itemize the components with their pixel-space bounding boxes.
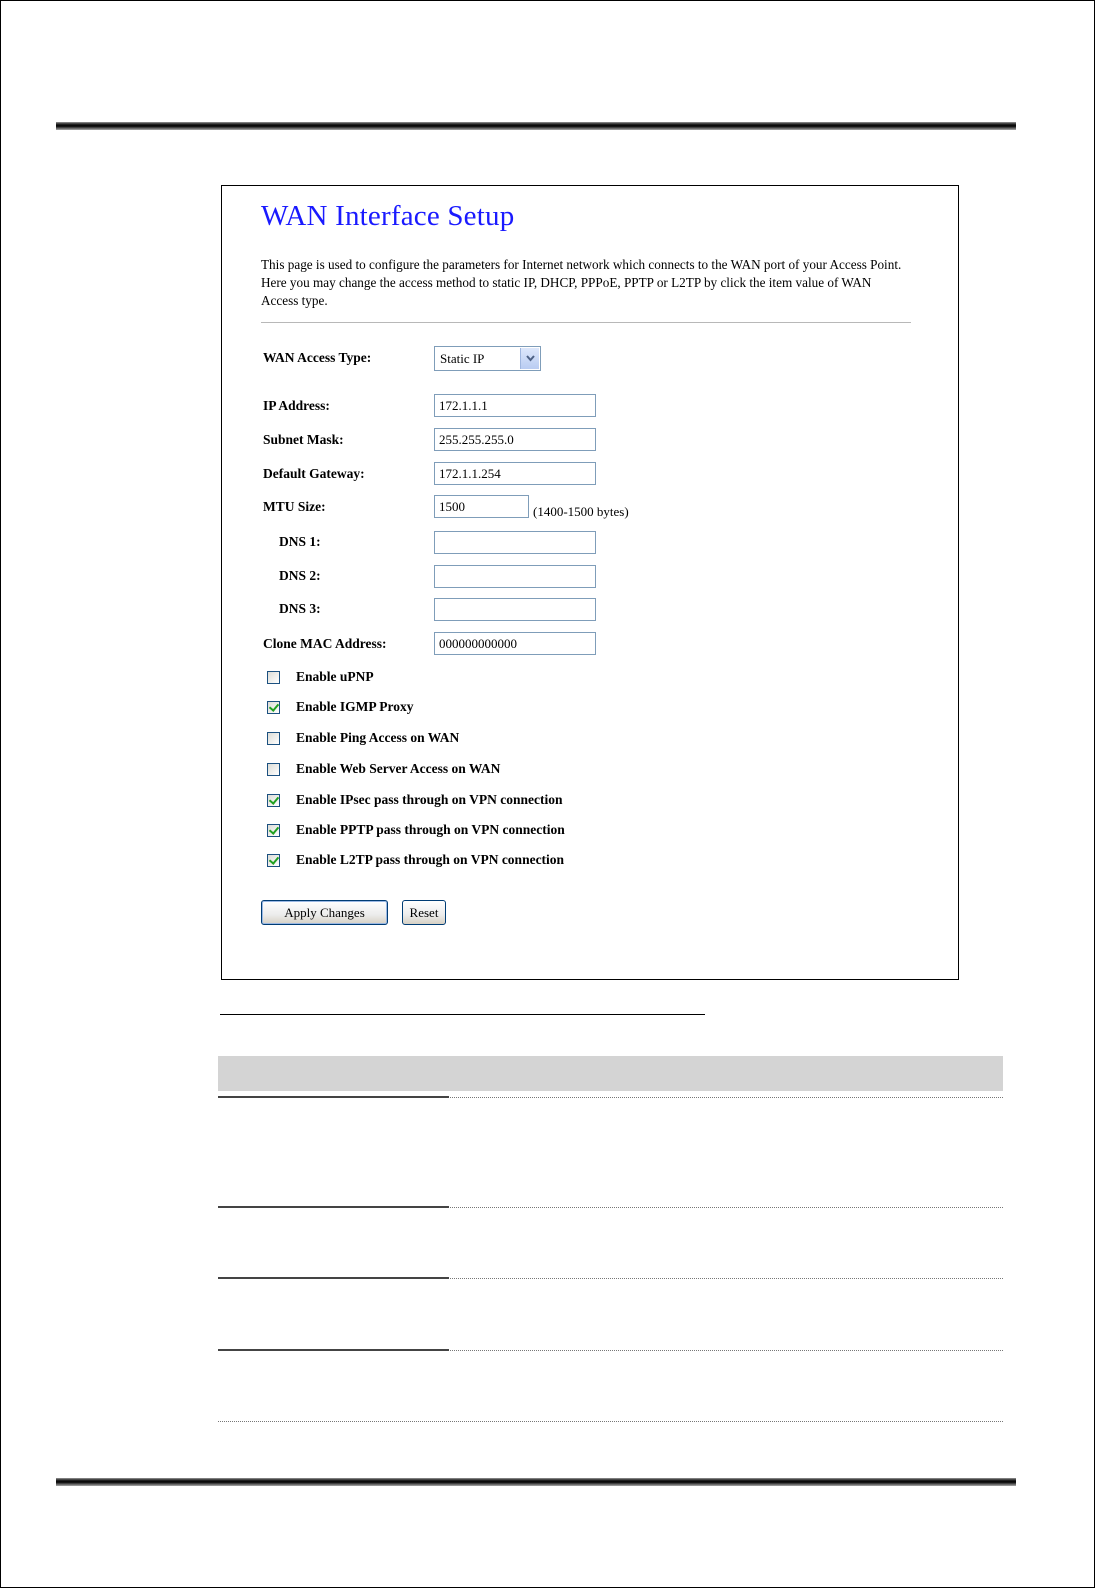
subnet-mask-input[interactable]: 255.255.255.0 [434, 428, 596, 451]
checkbox-row-web-server[interactable] [267, 760, 500, 778]
ipsec-passthrough-label: Enable IPsec pass through on VPN connection [296, 792, 563, 807]
table-header [218, 1056, 1003, 1091]
wan-access-type-label: WAN Access Type: [263, 350, 372, 365]
header-rule [56, 122, 1016, 130]
default-gateway-label: Default Gateway: [263, 466, 365, 481]
page-title: WAN Interface Setup [261, 200, 515, 232]
igmp-proxy-checkbox[interactable] [267, 701, 280, 714]
checkbox-row-pptp[interactable] [267, 821, 565, 839]
wan-access-type-select[interactable] [434, 346, 541, 371]
ping-access-label: Enable Ping Access on WAN [296, 730, 460, 745]
table-row-divider [218, 1350, 1003, 1351]
mtu-size-input[interactable]: 1500 [434, 495, 529, 518]
l2tp-passthrough-label: Enable L2TP pass through on VPN connection [296, 852, 565, 867]
upnp-label: Enable uPNP [296, 669, 374, 684]
dns2-label: DNS 2: [279, 568, 321, 583]
mtu-range-hint: (1400-1500 bytes) [533, 504, 629, 519]
web-server-access-label: Enable Web Server Access on WAN [296, 761, 501, 776]
checkbox-row-igmp[interactable] [267, 698, 414, 716]
dns2-input[interactable] [434, 565, 596, 588]
dns3-label: DNS 3: [279, 601, 321, 616]
wan-setup-screenshot [221, 185, 959, 980]
table-row-divider [218, 1207, 1003, 1208]
l2tp-passthrough-checkbox[interactable] [267, 854, 280, 867]
chevron-down-icon[interactable] [520, 348, 539, 369]
checkbox-row-l2tp[interactable] [267, 851, 564, 869]
web-server-access-checkbox[interactable] [267, 763, 280, 776]
subnet-mask-label: Subnet Mask: [263, 432, 344, 447]
ip-address-input[interactable]: 172.1.1.1 [434, 394, 596, 417]
checkbox-row-ipsec[interactable] [267, 791, 563, 809]
pptp-passthrough-label: Enable PPTP pass through on VPN connection [296, 822, 565, 837]
reset-button[interactable]: Reset [402, 900, 446, 925]
divider [261, 322, 911, 323]
checkbox-row-ping[interactable] [267, 729, 459, 747]
ipsec-passthrough-checkbox[interactable] [267, 794, 280, 807]
dns1-input[interactable] [434, 531, 596, 554]
wan-access-type-value: Static IP [440, 351, 485, 366]
dns3-input[interactable] [434, 598, 596, 621]
table-row-divider [218, 1097, 1003, 1098]
page-description: This page is used to configure the parameters for Internet network which connects to the WAN port of your Access Point. Here you may change the access method to static IP, DHCP, PPPoE, PPTP or L2TP by click the item value of WAN Access type. [261, 257, 902, 308]
caption-underline [220, 1014, 705, 1015]
clone-mac-label: Clone MAC Address: [263, 636, 387, 651]
default-gateway-input[interactable]: 172.1.1.254 [434, 462, 596, 485]
ip-address-label: IP Address: [263, 398, 330, 413]
checkbox-row-upnp[interactable] [267, 668, 374, 686]
pptp-passthrough-checkbox[interactable] [267, 824, 280, 837]
igmp-proxy-label: Enable IGMP Proxy [296, 699, 414, 714]
upnp-checkbox[interactable] [267, 671, 280, 684]
dns1-label: DNS 1: [279, 534, 321, 549]
apply-changes-button[interactable]: Apply Changes [261, 900, 388, 925]
footer-rule [56, 1478, 1016, 1486]
ping-access-checkbox[interactable] [267, 732, 280, 745]
clone-mac-input[interactable]: 000000000000 [434, 632, 596, 655]
table-row-divider [218, 1421, 1003, 1422]
mtu-size-label: MTU Size: [263, 499, 326, 514]
table-row-divider [218, 1278, 1003, 1279]
